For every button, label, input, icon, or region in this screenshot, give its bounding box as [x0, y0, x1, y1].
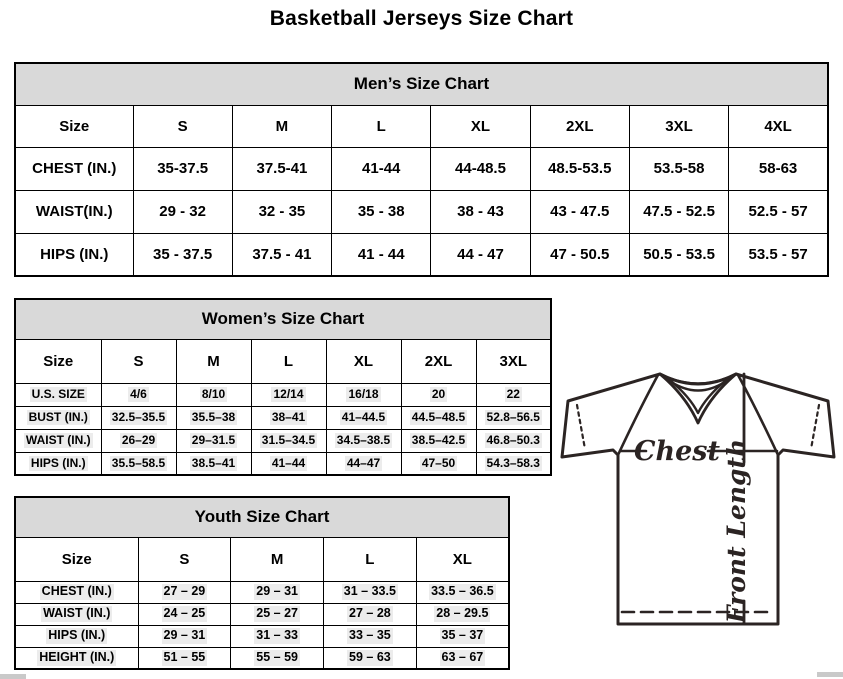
header-cell: M: [231, 537, 324, 581]
data-cell: 35-37.5: [133, 147, 232, 190]
cell-text: 29 – 31: [256, 584, 298, 599]
table-row: [15, 190, 828, 233]
data-cell: [324, 603, 417, 625]
data-cell: [476, 406, 551, 429]
header-cell: L: [324, 537, 417, 581]
page-title: Basketball Jerseys Size Chart: [269, 7, 574, 30]
data-cell: 48.5-53.5: [530, 147, 629, 190]
data-cell: 41 - 44: [332, 233, 431, 276]
data-cell: [138, 647, 231, 669]
cell-text: 31.5–34.5: [261, 433, 316, 447]
row-label-cell: [15, 581, 138, 603]
row-label-cell: [15, 625, 138, 647]
data-cell: [138, 581, 231, 603]
cell-text: 59 – 63: [349, 649, 391, 664]
womens-table-title: Women’s Size Chart: [15, 299, 551, 339]
cell-text: WAIST (IN.): [25, 433, 91, 447]
cell-text: 46.8–50.3: [486, 433, 540, 447]
jersey-measurement-diagram: [556, 358, 840, 630]
data-cell: [251, 452, 326, 475]
header-cell: S: [133, 105, 232, 147]
header-cell: 3XL: [476, 339, 551, 383]
cell-text: 41–44.5: [341, 410, 386, 424]
data-cell: [326, 429, 401, 452]
data-cell: [476, 429, 551, 452]
cell-text: 29 – 31: [163, 628, 206, 643]
cell-text: HIPS (IN.): [48, 628, 106, 643]
data-cell: 52.5 - 57: [729, 190, 828, 233]
header-cell: 4XL: [729, 105, 828, 147]
mens-table-title: Men’s Size Chart: [15, 63, 828, 105]
cell-text: 38–41: [271, 410, 306, 424]
front-length-label: Front Length: [722, 438, 751, 624]
data-cell: [401, 429, 476, 452]
data-cell: [326, 383, 401, 406]
header-cell: M: [232, 105, 331, 147]
table-row: [15, 625, 509, 647]
cell-text: BUST (IN.): [28, 410, 88, 424]
header-cell: S: [101, 339, 176, 383]
mens-header-row: [15, 105, 828, 147]
cell-text: HEIGHT (IN.): [39, 649, 115, 664]
table-row: [15, 147, 828, 190]
header-cell: Size: [15, 339, 101, 383]
data-cell: [476, 452, 551, 475]
header-cell: Size: [15, 537, 138, 581]
mens-size-table: [14, 62, 829, 277]
header-cell: L: [332, 105, 431, 147]
cell-text: 20: [431, 387, 446, 401]
cell-text: 38.5–41: [191, 455, 236, 470]
chest-label: Chest: [634, 436, 720, 467]
header-cell: 2XL: [401, 339, 476, 383]
horizontal-scrollbar-fragment[interactable]: [0, 674, 26, 679]
data-cell: [138, 625, 231, 647]
data-cell: 38 - 43: [431, 190, 530, 233]
cell-text: 54.3–58.3: [486, 455, 540, 470]
data-cell: [101, 429, 176, 452]
data-cell: [401, 406, 476, 429]
cell-text: 33 – 35: [349, 628, 391, 643]
youth-header-row: [15, 537, 509, 581]
cell-text: 35.5–38: [191, 410, 236, 424]
cell-text: 27 – 29: [163, 584, 206, 599]
data-cell: [326, 406, 401, 429]
cell-text: 4/6: [130, 387, 147, 401]
data-cell: 44 - 47: [431, 233, 530, 276]
data-cell: [176, 383, 251, 406]
cell-text: HIPS (IN.): [30, 455, 86, 470]
youth-table-title: Youth Size Chart: [15, 497, 509, 537]
data-cell: 53.5-58: [629, 147, 728, 190]
data-cell: 50.5 - 53.5: [629, 233, 728, 276]
data-cell: [416, 647, 509, 669]
row-label-cell: HIPS (IN.): [15, 233, 133, 276]
data-cell: 44-48.5: [431, 147, 530, 190]
header-cell: M: [176, 339, 251, 383]
header-cell: 3XL: [629, 105, 728, 147]
data-cell: [176, 406, 251, 429]
cell-text: 24 – 25: [163, 606, 206, 621]
cell-text: 26–29: [121, 433, 156, 447]
cell-text: 16/18: [348, 387, 379, 401]
row-label-cell: [15, 429, 101, 452]
data-cell: [401, 452, 476, 475]
data-cell: 29 - 32: [133, 190, 232, 233]
data-cell: [231, 625, 324, 647]
row-label-cell: WAIST(IN.): [15, 190, 133, 233]
data-cell: [401, 383, 476, 406]
cell-text: 33.5 – 36.5: [431, 584, 494, 599]
cell-text: 47–50: [421, 455, 456, 470]
table-row: [15, 581, 509, 603]
cell-text: 31 – 33: [256, 628, 298, 643]
data-cell: 43 - 47.5: [530, 190, 629, 233]
header-cell: Size: [15, 105, 133, 147]
header-cell: L: [251, 339, 326, 383]
cell-text: 55 – 59: [256, 649, 298, 664]
data-cell: 32 - 35: [232, 190, 331, 233]
cell-text: 25 – 27: [256, 606, 298, 621]
table-row: [15, 383, 551, 406]
cell-text: 35.5–58.5: [111, 455, 166, 470]
data-cell: [324, 647, 417, 669]
cell-text: 12/14: [273, 387, 304, 401]
data-cell: 58-63: [729, 147, 828, 190]
cell-text: 34.5–38.5: [336, 433, 391, 447]
data-cell: 53.5 - 57: [729, 233, 828, 276]
youth-size-table: [14, 496, 510, 670]
data-cell: [251, 429, 326, 452]
row-label-cell: [15, 452, 101, 475]
cell-text: 31 – 33.5: [343, 584, 396, 599]
data-cell: [231, 603, 324, 625]
table-row: [15, 603, 509, 625]
row-label-cell: CHEST (IN.): [15, 147, 133, 190]
cell-text: 8/10: [201, 387, 226, 401]
data-cell: [101, 406, 176, 429]
data-cell: 41-44: [332, 147, 431, 190]
data-cell: [231, 647, 324, 669]
cell-text: 28 – 29.5: [436, 606, 489, 621]
data-cell: [416, 625, 509, 647]
cell-text: WAIST (IN.): [43, 606, 111, 621]
data-cell: [324, 581, 417, 603]
womens-size-table: [14, 298, 552, 476]
header-cell: S: [138, 537, 231, 581]
data-cell: 37.5 - 41: [232, 233, 331, 276]
data-cell: [101, 383, 176, 406]
data-cell: 37.5-41: [232, 147, 331, 190]
data-cell: [476, 383, 551, 406]
data-cell: [176, 429, 251, 452]
data-cell: [231, 581, 324, 603]
table-row: [15, 647, 509, 669]
header-cell: XL: [416, 537, 509, 581]
cell-text: 35 – 37: [441, 628, 484, 643]
data-cell: [101, 452, 176, 475]
data-cell: [251, 406, 326, 429]
data-cell: 47 - 50.5: [530, 233, 629, 276]
cell-text: CHEST (IN.): [41, 584, 112, 599]
header-cell: XL: [431, 105, 530, 147]
data-cell: [324, 625, 417, 647]
data-cell: [251, 383, 326, 406]
table-row: [15, 452, 551, 475]
cell-text: U.S. SIZE: [31, 387, 85, 401]
womens-header-row: [15, 339, 551, 383]
cell-text: 27 – 28: [349, 606, 391, 621]
horizontal-scrollbar-fragment[interactable]: [817, 672, 843, 677]
row-label-cell: [15, 383, 101, 406]
cell-text: 22: [506, 387, 520, 401]
cell-text: 38.5–42.5: [411, 433, 466, 447]
cell-text: 44.5–48.5: [411, 410, 466, 424]
table-row: [15, 233, 828, 276]
cell-text: 29–31.5: [191, 433, 236, 447]
row-label-cell: [15, 406, 101, 429]
data-cell: [416, 603, 509, 625]
cell-text: 44–47: [346, 455, 381, 470]
header-cell: 2XL: [530, 105, 629, 147]
data-cell: [416, 581, 509, 603]
cell-text: 41–44: [271, 455, 306, 470]
cell-text: 63 – 67: [441, 649, 484, 664]
table-row: [15, 429, 551, 452]
data-cell: 35 - 38: [332, 190, 431, 233]
cell-text: 32.5–35.5: [111, 410, 166, 424]
data-cell: [138, 603, 231, 625]
data-cell: [176, 452, 251, 475]
row-label-cell: [15, 603, 138, 625]
cell-text: 51 – 55: [163, 649, 206, 664]
data-cell: 47.5 - 52.5: [629, 190, 728, 233]
data-cell: [326, 452, 401, 475]
row-label-cell: [15, 647, 138, 669]
header-cell: XL: [326, 339, 401, 383]
data-cell: 35 - 37.5: [133, 233, 232, 276]
cell-text: 52.8–56.5: [486, 410, 540, 424]
table-row: [15, 406, 551, 429]
